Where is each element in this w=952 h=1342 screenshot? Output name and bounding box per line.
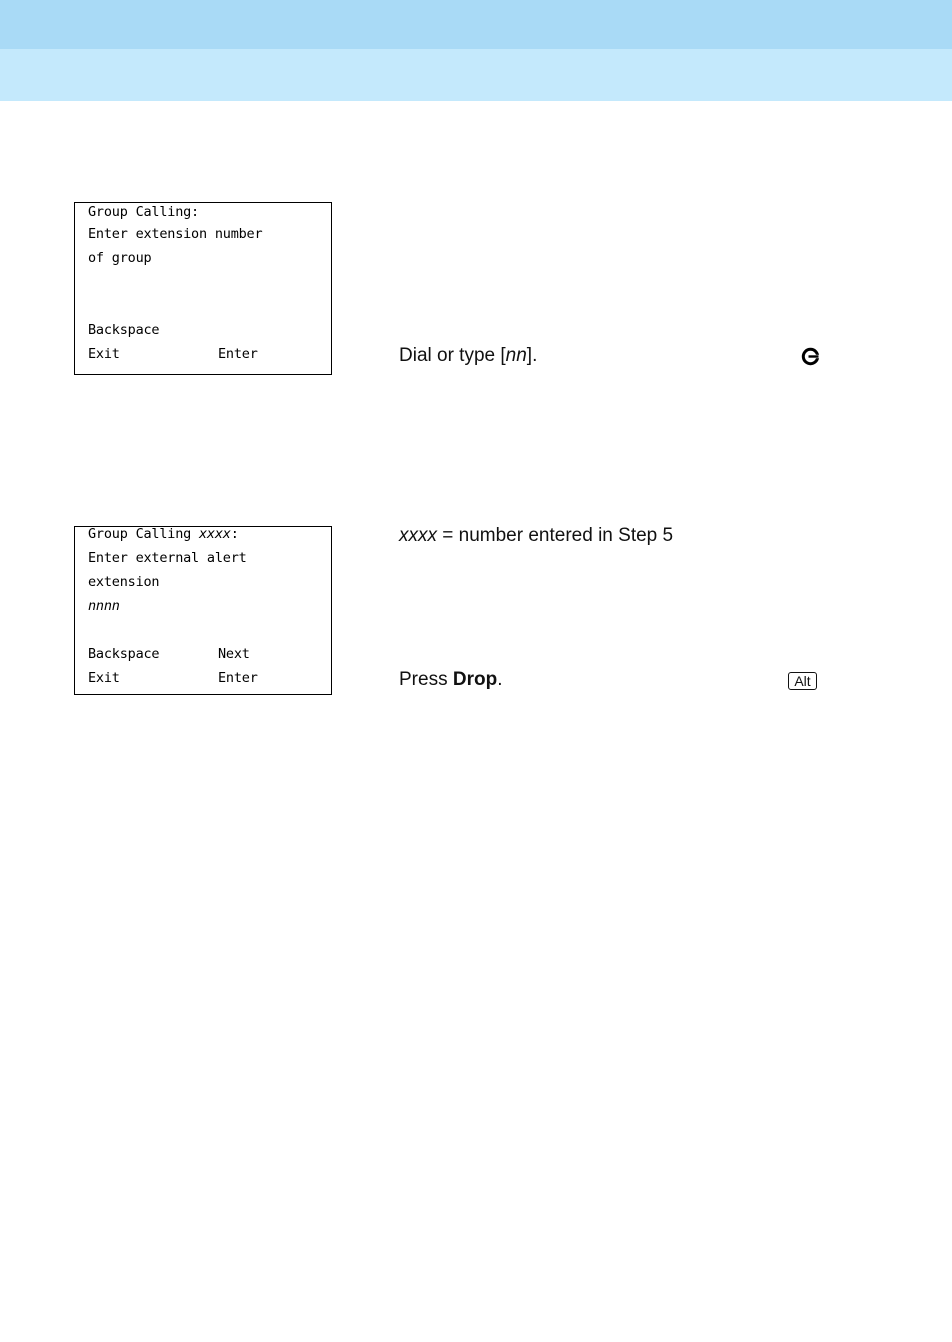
screen-prompt-line: Enter external alert (88, 550, 247, 566)
softkey-enter[interactable]: Enter (218, 346, 258, 362)
softkey-backspace[interactable]: Backspace (88, 646, 160, 662)
header-band-top (0, 0, 952, 49)
note-text: = number entered in Step 5 (437, 525, 674, 546)
variable-note (399, 524, 673, 548)
note-variable: xxxx (399, 525, 437, 546)
softkey-enter[interactable]: Enter (218, 670, 258, 686)
softkey-exit[interactable]: Exit (88, 670, 120, 686)
step-text: . (497, 669, 503, 690)
alt-key-icon: Alt (788, 672, 817, 690)
header-band-bottom (0, 49, 952, 101)
screen-prompt-line: of group (88, 250, 152, 266)
screen-title: Group Calling: (88, 204, 199, 220)
step-instruction-dial (399, 344, 537, 368)
step-text: Press (399, 669, 453, 690)
step-text: ]. (526, 345, 538, 366)
display-screen-external-alert (74, 526, 332, 695)
softkey-exit[interactable]: Exit (88, 346, 120, 362)
screen-title-colon: : (230, 526, 239, 542)
screen-prompt-line: Enter extension number (88, 226, 263, 242)
dial-pad-icon (801, 347, 820, 366)
screen-value-field: nnnn (88, 598, 120, 614)
screen-title-variable: xxxx (199, 526, 231, 542)
softkey-backspace[interactable]: Backspace (88, 322, 160, 338)
step-key-name: Drop (452, 669, 498, 690)
screen-title-text: Group Calling (88, 526, 199, 542)
display-screen-group-calling (74, 202, 332, 375)
screen-prompt-line: extension (88, 574, 160, 590)
step-text: Dial or type [ (399, 345, 506, 366)
step-variable: nn (505, 345, 527, 366)
step-instruction-press (399, 668, 502, 692)
softkey-next[interactable]: Next (218, 646, 250, 662)
screen-title (88, 525, 239, 543)
